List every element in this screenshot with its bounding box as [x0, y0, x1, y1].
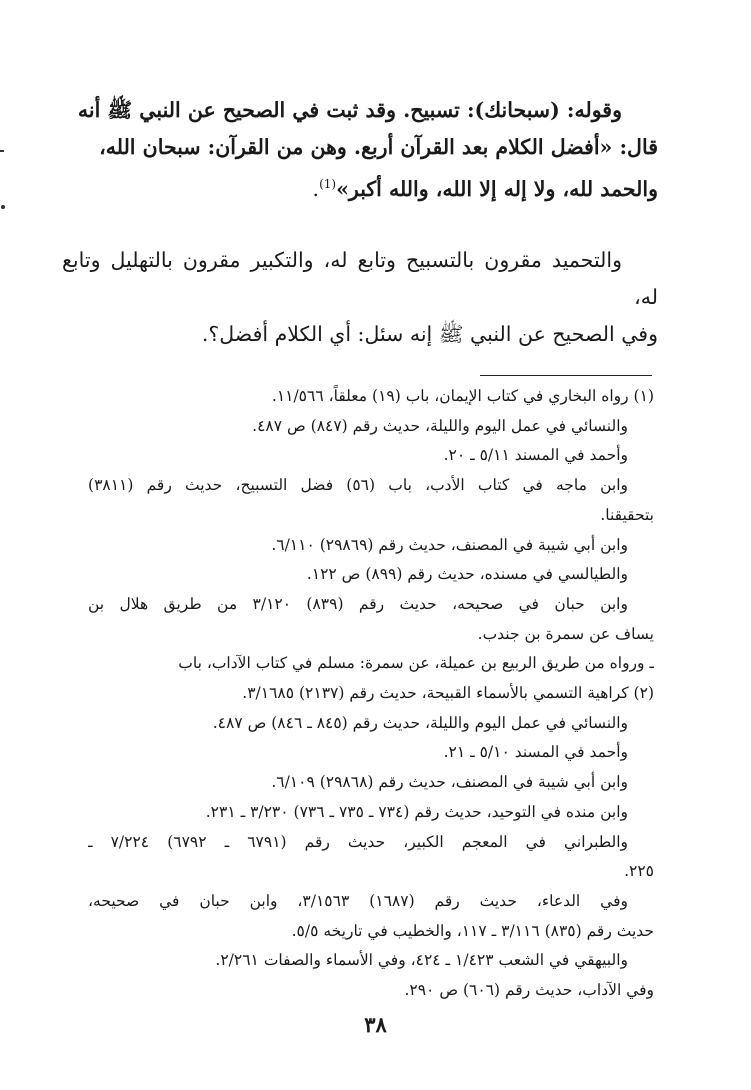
- margin-mark-bottom: [1, 205, 5, 209]
- footnote-line: وأحمد في المسند ٥/١٠ ـ ٢١.: [443, 743, 628, 762]
- main-line: والتحميد مقرون بالتسبيح وتابع له، والتكبير مقرون بالتهليل وتابع له،: [62, 247, 658, 309]
- footnote-line: وابن أبي شيبة في المصنف، حديث رقم (٢٩٨٦٩) ٦/١١٠.: [271, 535, 628, 554]
- footnote-line: ٢٢٥.: [624, 862, 654, 881]
- footnote-line: والطيالسي في مسنده، حديث رقم (٨٩٩) ص ١٢٢.: [306, 565, 628, 584]
- main-text: [62, 92, 658, 353]
- footnote-line: يساف عن سمرة بن جندب.: [477, 624, 654, 643]
- footnote-line: وابن أبي شيبة في المصنف، حديث رقم (٢٩٨٦٨) ٦/١٠٩.: [271, 773, 628, 792]
- footnote-line: بتحقيقنا.: [600, 505, 654, 524]
- footnote-line: وابن حبان في صحيحه، حديث رقم (٨٣٩) ٣/١٢٠ من طريق هلال بن: [88, 594, 628, 613]
- footnote-ref[interactable]: (1): [319, 177, 337, 191]
- footnote-line: (٢) كراهية التسمي بالأسماء القبيحة، حديث رقم (٢١٣٧) ٣/١٦٨٥.: [242, 684, 654, 703]
- footnote-line: حديث رقم (٨٣٥) ٣/١١٦ ـ ١١٧، والخطيب في تاريخه ٥/٥.: [291, 921, 654, 940]
- footnote-line: والطبراني في المعجم الكبير، حديث رقم (٦٧٩١ ـ ٦٧٩٢) ٧/٢٢٤ ـ: [88, 832, 628, 851]
- footnote-line: وابن منده في التوحيد، حديث رقم (٧٣٤ ـ ٧٣٥ ـ ٧٣٦) ٣/٢٣٠ ـ ٢٣١.: [205, 802, 628, 821]
- footnote-separator: [480, 375, 652, 376]
- margin-mark-top: [0, 150, 4, 152]
- footnote-line: والنسائي في عمل اليوم والليلة، حديث رقم (٨٤٥ ـ ٨٤٦) ص ٤٨٧.: [212, 713, 628, 732]
- footnote-line: والبيهقي في الشعب ١/٤٢٣ ـ ٤٢٤، وفي الأسماء والصفات ٢/٢٦١.: [215, 951, 628, 970]
- footnote-line: والنسائي في عمل اليوم والليلة، حديث رقم (٨٤٧) ص ٤٨٧.: [252, 416, 628, 435]
- main-line: قال: «أفضل الكلام بعد القرآن أربع. وهن من القرآن: سبحان الله،: [99, 135, 658, 159]
- footnote-line: (١) رواه البخاري في كتاب الإيمان، باب (١٩) معلقاً، ١١/٥٦٦.: [271, 387, 654, 405]
- footnote-line: وفي الآداب، حديث رقم (٦٠٦) ص ٢٩٠.: [404, 981, 654, 1000]
- main-line: وقوله: (سبحانك): تسبيح. وقد ثبت في الصحيح عن النبي ﷺ أنه: [77, 98, 622, 122]
- footnote-line: ـ ورواه من طريق الربيع بن عميلة، عن سمرة: مسلم في كتاب الآداب، باب: [178, 654, 654, 673]
- footnote-line: وأحمد في المسند ٥/١١ ـ ٢٠.: [443, 446, 628, 465]
- footnotes: [88, 382, 654, 1006]
- page-number: ٣٨: [364, 1012, 387, 1037]
- footnote-line: وفي الدعاء، حديث رقم (١٦٨٧) ٣/١٥٦٣، وابن حبان في صحيحه،: [88, 891, 628, 910]
- main-line: وفي الصحيح عن النبي ﷺ إنه سئل: أي الكلام أفضل؟.: [201, 321, 658, 346]
- footnote-line: وابن ماجه في كتاب الأدب، باب (٥٦) فضل التسبيح، حديث رقم (٣٨١١): [88, 476, 628, 495]
- main-line: والحمد لله، ولا إله إلا الله، والله أكبر»$^{(1)}$.: [312, 176, 658, 201]
